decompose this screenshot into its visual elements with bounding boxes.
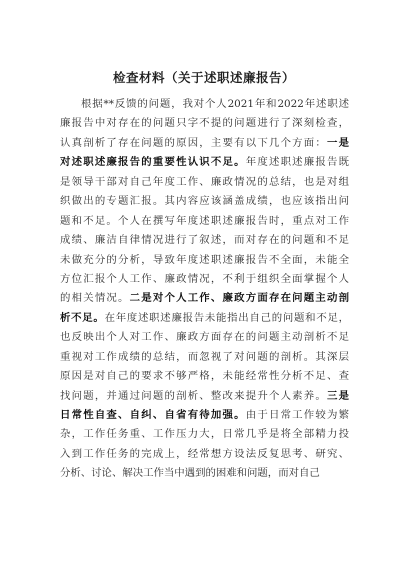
document-body xyxy=(60,95,349,484)
body-line xyxy=(60,270,349,289)
text-segment: 是领导干部对自己年度工作、廉政情况的总结，也是对组 xyxy=(60,175,349,188)
body-line xyxy=(60,367,349,386)
text-segment: 题和不足。个人在撰写年度述职述廉报告时，重点对工作 xyxy=(60,214,349,227)
body-line xyxy=(60,328,349,347)
bold-text-segment: 一是 xyxy=(327,136,349,149)
text-segment: 由于日常工作较为繁 xyxy=(245,409,349,421)
body-line xyxy=(60,192,349,211)
text-segment: 重视对工作成绩的总结，而忽视了对问题的剖析。其深层 xyxy=(60,350,349,363)
body-line xyxy=(60,95,349,114)
body-line xyxy=(60,348,349,367)
text-segment: 也反映出个人对工作、廉政方面存在的问题主动剖析不足 xyxy=(60,331,349,344)
text-segment: 织做出的专题汇报。其内容应该涵盖成绩，也应该指出问 xyxy=(60,195,349,208)
body-line xyxy=(60,153,349,172)
text-segment: 根据**反馈的问题，我对个人2021年和2022年述职述 xyxy=(81,98,349,110)
body-line xyxy=(60,212,349,231)
bold-text-segment: 析不足。 xyxy=(60,311,105,324)
body-line xyxy=(60,173,349,192)
body-line xyxy=(60,134,349,153)
bold-text-segment: 三是 xyxy=(327,389,349,402)
body-line xyxy=(60,251,349,270)
bold-text-segment: 二是对个人工作、廉政方面存在问题主动剖 xyxy=(129,292,349,305)
text-segment: 原因是对自己的要求不够严格，未能经常性分析不足、查 xyxy=(60,370,349,383)
text-segment: 在年度述职述廉报告未能指出自己的问题和不足， xyxy=(104,311,349,324)
document-title: 检查材料（关于述职述廉报告） xyxy=(112,70,295,85)
body-line xyxy=(60,309,349,328)
body-line xyxy=(60,406,349,425)
body-line xyxy=(60,425,349,444)
bold-text-segment: 日常性自查、自纠、自省有待加强。 xyxy=(60,409,246,421)
text-segment: 找问题，并通过问题的剖析、整改来提升个人素养。 xyxy=(60,389,327,402)
body-line xyxy=(60,289,349,308)
body-line xyxy=(60,464,349,483)
body-line xyxy=(60,231,349,250)
text-segment: 成绩、廉洁自律情况进行了叙述，而对存在的问题和不足 xyxy=(60,234,349,247)
body-line xyxy=(60,445,349,464)
text-segment: 廉报告中对存在的问题只字不提的问题进行了深刻检查， xyxy=(60,117,349,130)
body-line xyxy=(60,114,349,133)
text-segment: 的相关情况。 xyxy=(60,292,130,305)
body-line xyxy=(60,387,349,406)
text-segment: 分析、讨论、解决工作当中遇到的困难和问题，而对自己 xyxy=(60,467,320,480)
text-segment: 认真剖析了存在问题的原因，主要有以下几个方面： xyxy=(60,136,327,149)
bold-text-segment: 对述职述廉报告的重要性认识不足。 xyxy=(60,156,246,169)
text-segment: 年度述职述廉报告既 xyxy=(245,156,349,169)
text-segment: 未做充分的分析，导致年度述职述廉报告不全面，未能全 xyxy=(60,253,349,266)
text-segment: 入到工作任务的完成上，经常想方设法反复思考、研究、 xyxy=(60,447,349,460)
text-segment: 方位汇报个人工作、廉政情况，不利于组织全面掌握个人 xyxy=(60,272,349,285)
text-segment: 杂，工作任务重、工作压力大，日常几乎是将全部精力投 xyxy=(60,428,349,441)
